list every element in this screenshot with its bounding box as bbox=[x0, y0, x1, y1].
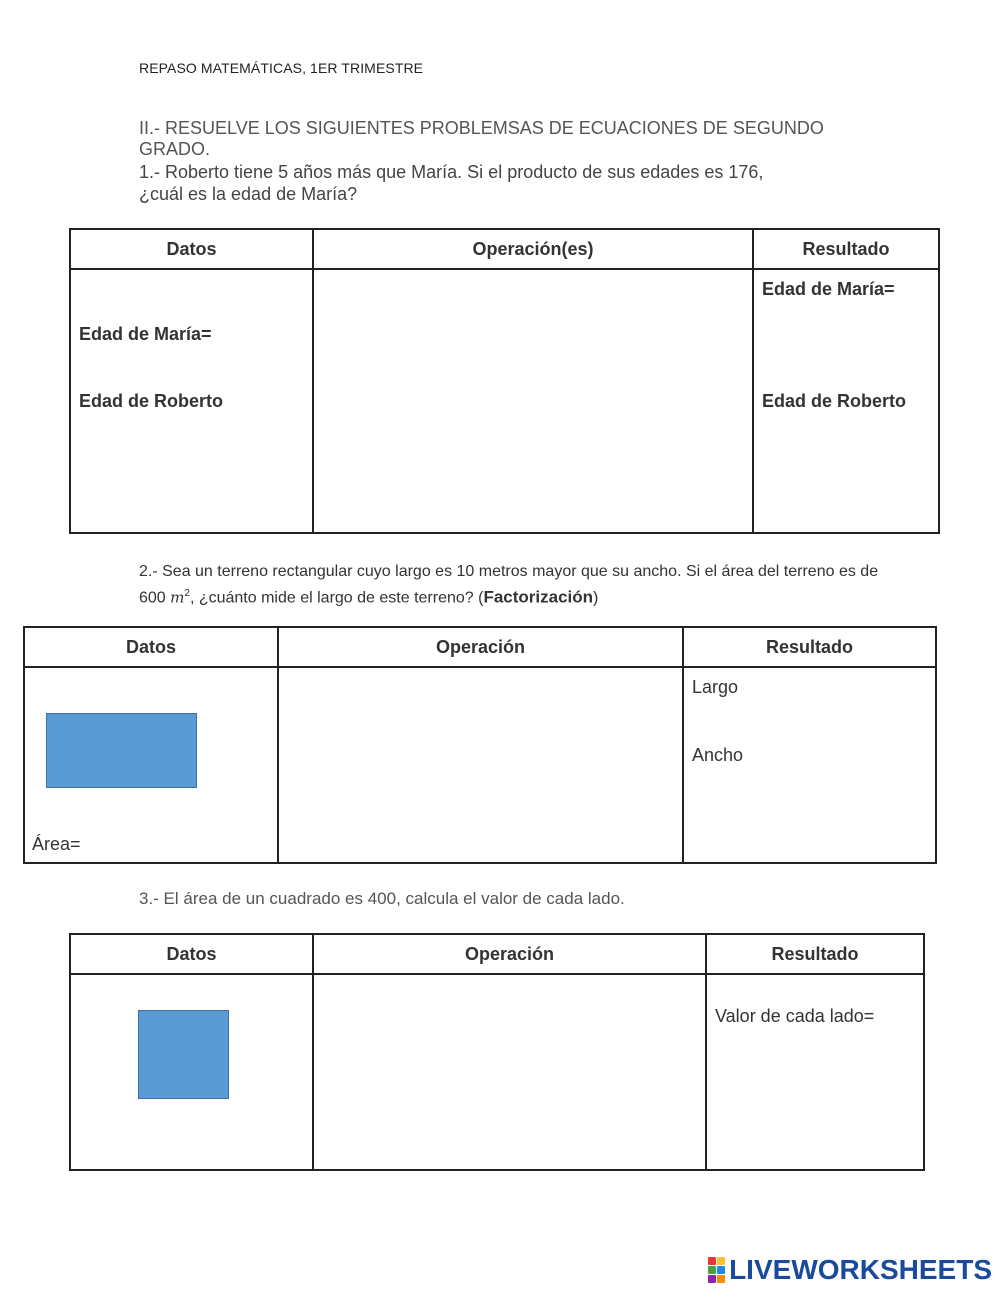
p3-operacion-cell[interactable] bbox=[313, 974, 706, 1170]
p2-header-datos: Datos bbox=[24, 627, 278, 667]
p2-resultado-largo: Largo bbox=[692, 677, 739, 697]
p3-resultado-cell[interactable] bbox=[706, 974, 924, 1170]
problem-3-statement: 3.- El área de un cuadrado es 400, calcula el valor de cada lado. bbox=[139, 889, 625, 908]
p1-resultado-edad-roberto: Edad de Roberto bbox=[762, 391, 907, 411]
p2-operacion-cell[interactable] bbox=[278, 667, 683, 863]
p1-datos-edad-maria: Edad de María= bbox=[79, 324, 212, 344]
p3-header-operacion: Operación bbox=[313, 934, 706, 974]
problem-1-line-1: 1.- Roberto tiene 5 años más que María. Si el producto de sus edades es 176, bbox=[139, 162, 764, 182]
area-unit: m bbox=[170, 588, 185, 607]
p1-resultado-cell[interactable] bbox=[753, 269, 939, 533]
square-shape bbox=[138, 1010, 229, 1099]
problem-2-statement bbox=[139, 561, 899, 609]
problem-2-table bbox=[23, 626, 937, 864]
liveworksheets-logo bbox=[708, 1254, 992, 1286]
p3-datos-cell[interactable] bbox=[70, 974, 313, 1170]
p3-resultado-lado: Valor de cada lado= bbox=[715, 1006, 875, 1026]
p2-header-resultado: Resultado bbox=[683, 627, 936, 667]
p1-resultado-edad-maria: Edad de María= bbox=[762, 279, 895, 299]
problem-1-table bbox=[69, 228, 940, 534]
p3-header-datos: Datos bbox=[70, 934, 313, 974]
rectangle-shape bbox=[46, 713, 197, 788]
problem-2-text-3: ) bbox=[593, 589, 599, 607]
p1-operacion-cell[interactable] bbox=[313, 269, 753, 533]
section-title: II.- RESUELVE LOS SIGUIENTES PROBLEMSAS DE ECUACIONES DE SEGUNDO GRADO. bbox=[139, 118, 824, 159]
p2-datos-area: Área= bbox=[32, 834, 81, 854]
p1-header-operacion: Operación(es) bbox=[313, 229, 753, 269]
problem-3-table bbox=[69, 933, 925, 1171]
p1-datos-edad-roberto: Edad de Roberto bbox=[79, 391, 224, 411]
p1-header-datos: Datos bbox=[70, 229, 313, 269]
problem-2-text-2: , ¿cuánto mide el largo de este terreno? ( bbox=[189, 589, 484, 607]
problem-2-text-1: 2.- Sea un terreno rectangular cuyo largo es 10 metros mayor que su ancho. Si el área del terreno es de 600 bbox=[139, 563, 879, 607]
p3-header-resultado: Resultado bbox=[706, 934, 924, 974]
problem-1-line-2: ¿cuál es la edad de María? bbox=[139, 184, 358, 204]
p1-datos-cell[interactable] bbox=[70, 269, 313, 533]
area-unit-exponent: 2 bbox=[184, 588, 190, 599]
p1-header-resultado: Resultado bbox=[753, 229, 939, 269]
logo-mark-icon bbox=[708, 1257, 725, 1283]
p2-resultado-ancho: Ancho bbox=[692, 745, 744, 765]
p2-resultado-cell[interactable] bbox=[683, 667, 936, 863]
worksheet-header: REPASO MATEMÁTICAS, 1ER TRIMESTRE bbox=[139, 60, 424, 76]
logo-text: LIVEWORKSHEETS bbox=[729, 1254, 992, 1285]
problem-2-method: Factorización bbox=[483, 587, 594, 607]
p2-datos-cell[interactable] bbox=[24, 667, 278, 863]
p2-header-operacion: Operación bbox=[278, 627, 683, 667]
problem-1-statement bbox=[139, 161, 839, 205]
